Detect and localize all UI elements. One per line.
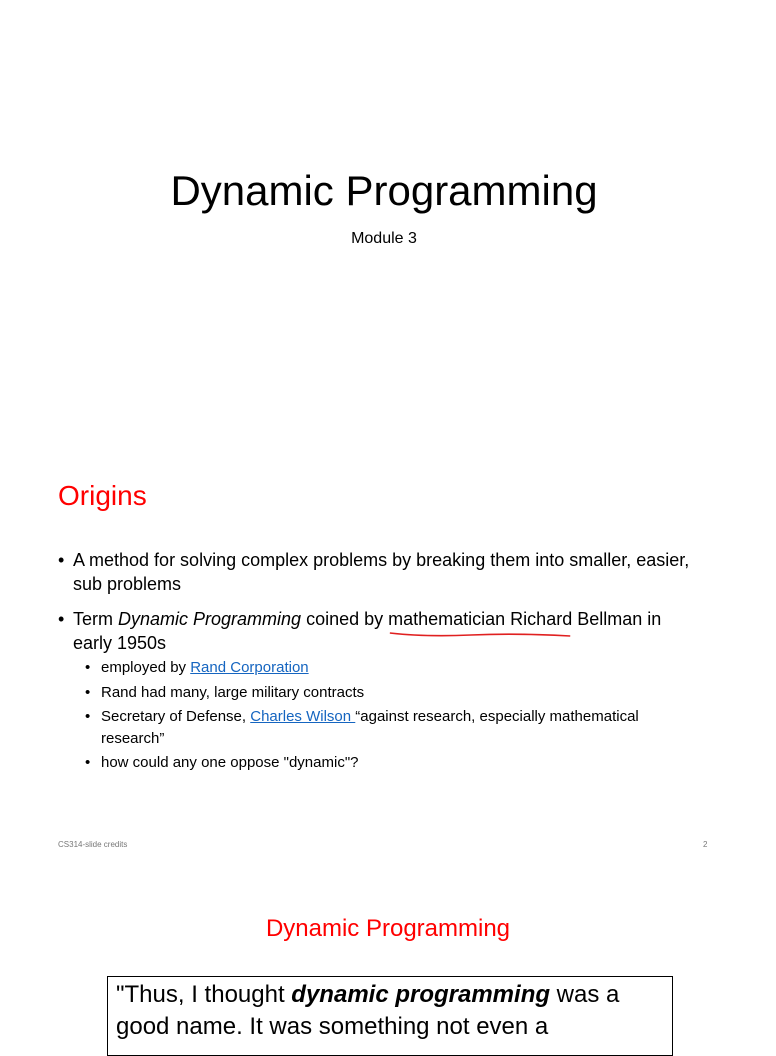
sub-bullet-text: employed by	[101, 659, 191, 676]
slide-page-number: 2	[703, 840, 708, 849]
sub-bullet-item	[85, 752, 698, 774]
quote-text: was a good name. It was something not even a	[116, 981, 620, 1040]
sub-bullet-item	[85, 657, 698, 679]
slide-subtitle: Module 3	[351, 230, 417, 247]
sub-bullet-text: “against research, especially mathematical research”	[101, 708, 639, 747]
bullet-item	[58, 607, 698, 774]
sub-bullet-item	[85, 682, 698, 704]
bullet-text-middle: coined by	[301, 609, 389, 629]
slide-footer-credits: CS314-slide credits	[58, 840, 128, 849]
bullet-text-suffix: Bellman in early 1950s	[73, 609, 662, 653]
sub-bullet-item	[85, 706, 698, 749]
slide-heading: Origins	[58, 480, 147, 511]
bullet-list	[58, 548, 698, 785]
bullet-text: A method for solving complex problems by breaking them into smaller, easier, sub problems	[73, 550, 690, 594]
quote-box	[107, 976, 673, 1056]
bullet-item	[58, 548, 698, 596]
bullet-text-prefix: Term	[73, 609, 118, 629]
charles-wilson-link[interactable]: Charles Wilson	[250, 708, 356, 725]
title-slide	[0, 0, 768, 432]
sub-bullet-list	[85, 657, 698, 774]
sub-bullet-text: how could any one oppose "dynamic"?	[101, 754, 359, 771]
underlined-text: mathematician Richard	[388, 609, 573, 629]
slide-heading: Dynamic Programming	[265, 915, 511, 942]
slide-title: Dynamic Programming	[170, 167, 598, 214]
spellcheck-underlined-text	[388, 607, 572, 631]
quote-slide	[0, 864, 768, 1040]
sub-bullet-text: Secretary of Defense,	[101, 708, 251, 725]
spellcheck-squiggle	[388, 630, 572, 638]
bullet-emphasis: Dynamic Programming	[118, 609, 302, 629]
rand-corporation-link[interactable]: Rand Corporation	[190, 659, 309, 676]
sub-bullet-text: Rand had many, large military contracts	[101, 683, 365, 701]
origins-slide	[0, 432, 768, 864]
quote-text: "Thus, I thought	[116, 981, 292, 1008]
quote-emphasis: dynamic programming	[291, 981, 551, 1008]
